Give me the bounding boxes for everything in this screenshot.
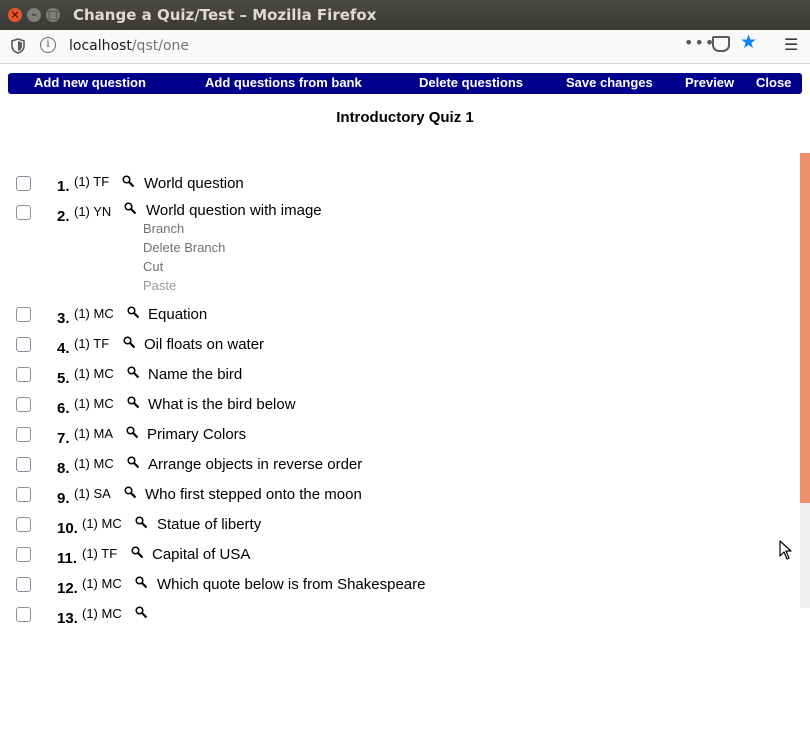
url-bar[interactable]	[6, 33, 766, 59]
question-number: 12.	[57, 580, 78, 597]
question-number: 1.	[57, 178, 70, 195]
question-title-link[interactable]: What is the bird below	[148, 396, 296, 413]
question-type: (1) MC	[74, 456, 114, 471]
paste-menu-item[interactable]: Paste	[143, 278, 177, 293]
question-title-link[interactable]: World question	[144, 175, 244, 192]
branch-menu-item[interactable]: Branch	[143, 221, 185, 236]
window-close-button[interactable]	[8, 8, 22, 22]
window-titlebar	[0, 0, 810, 30]
window-title: Change a Quiz/Test – Mozilla Firefox	[73, 6, 377, 24]
question-number: 2.	[57, 208, 70, 225]
bookmark-star-icon[interactable]: ★	[740, 31, 758, 53]
question-type: (1) YN	[74, 204, 112, 219]
add-new-question-button[interactable]: Add new question	[34, 75, 146, 90]
question-number: 13.	[57, 610, 78, 627]
close-icon: ×	[10, 8, 20, 21]
quiz-title: Introductory Quiz 1	[336, 109, 474, 126]
page-actions-icon[interactable]: •••	[684, 33, 716, 52]
question-type: (1) MA	[74, 426, 113, 441]
magnifier-icon[interactable]	[127, 366, 139, 378]
question-type: (1) MC	[74, 396, 114, 411]
magnifier-icon[interactable]	[135, 516, 147, 528]
add-questions-from-bank-button[interactable]: Add questions from bank	[205, 75, 362, 90]
mouse-cursor-icon	[779, 540, 793, 560]
scrollbar-thumb[interactable]	[800, 153, 810, 503]
question-checkbox[interactable]	[16, 205, 31, 220]
question-type: (1) MC	[82, 606, 122, 621]
question-list	[0, 150, 800, 627]
question-number: 9.	[57, 490, 70, 507]
delete-questions-button[interactable]: Delete questions	[419, 75, 524, 90]
question-type: (1) MC	[74, 306, 114, 321]
question-title-link[interactable]: Name the bird	[148, 366, 243, 383]
maximize-icon: □	[47, 8, 59, 21]
question-number: 10.	[57, 520, 78, 537]
question-title-link[interactable]: Arrange objects in reverse order	[148, 456, 363, 473]
question-number: 8.	[57, 460, 70, 477]
question-title-link[interactable]: Which quote below is from Shakespeare	[157, 576, 426, 593]
question-checkbox[interactable]	[16, 457, 31, 472]
question-type: (1) TF	[82, 546, 118, 561]
shield-icon[interactable]	[11, 38, 25, 54]
question-number: 4.	[57, 340, 70, 357]
question-title-link[interactable]: Capital of USA	[152, 546, 251, 563]
cut-menu-item[interactable]: Cut	[143, 259, 164, 274]
quiz-toolbar	[8, 73, 802, 94]
magnifier-icon[interactable]	[135, 576, 147, 588]
question-checkbox[interactable]	[16, 367, 31, 382]
magnifier-icon[interactable]	[126, 426, 138, 438]
question-number: 7.	[57, 430, 70, 447]
magnifier-icon[interactable]	[122, 175, 134, 187]
question-type: (1) TF	[74, 174, 110, 189]
url-host: localhost	[69, 38, 132, 54]
window-maximize-button[interactable]	[46, 8, 60, 22]
url-path: /qst/one	[131, 38, 189, 54]
magnifier-icon[interactable]	[127, 396, 139, 408]
minimize-icon: –	[31, 8, 37, 21]
info-icon[interactable]: i	[40, 37, 56, 53]
question-checkbox[interactable]	[16, 487, 31, 502]
magnifier-icon[interactable]	[127, 306, 139, 318]
question-title-link[interactable]: Who first stepped onto the moon	[145, 486, 362, 503]
window-minimize-button[interactable]	[27, 8, 41, 22]
magnifier-icon[interactable]	[124, 202, 136, 214]
question-title-link[interactable]: World question with image	[146, 202, 322, 219]
question-checkbox[interactable]	[16, 337, 31, 352]
magnifier-icon[interactable]	[123, 336, 135, 348]
question-checkbox[interactable]	[16, 427, 31, 442]
magnifier-icon[interactable]	[127, 456, 139, 468]
delete-branch-menu-item[interactable]: Delete Branch	[143, 240, 226, 255]
magnifier-icon[interactable]	[131, 546, 143, 558]
question-type: (1) TF	[74, 336, 110, 351]
question-type: (1) MC	[74, 366, 114, 381]
question-number: 3.	[57, 310, 70, 327]
pocket-icon[interactable]	[712, 36, 730, 52]
magnifier-icon[interactable]	[124, 486, 136, 498]
close-button[interactable]: Close	[756, 75, 792, 90]
browser-navbar	[0, 30, 810, 64]
question-checkbox[interactable]	[16, 547, 31, 562]
hamburger-menu-icon[interactable]: ☰	[784, 35, 799, 54]
question-number: 5.	[57, 370, 70, 387]
question-checkbox[interactable]	[16, 176, 31, 191]
question-title-link[interactable]: Primary Colors	[147, 426, 247, 443]
magnifier-icon[interactable]	[135, 606, 147, 618]
question-checkbox[interactable]	[16, 307, 31, 322]
url-text[interactable]	[69, 38, 189, 54]
question-type: (1) MC	[82, 576, 122, 591]
question-checkbox[interactable]	[16, 577, 31, 592]
question-checkbox[interactable]	[16, 517, 31, 532]
question-title-link[interactable]: Oil floats on water	[144, 336, 265, 353]
question-title-link[interactable]: Equation	[148, 306, 208, 323]
question-type: (1) SA	[74, 486, 111, 501]
question-title-link[interactable]: Statue of liberty	[157, 516, 262, 533]
question-number: 6.	[57, 400, 70, 417]
question-checkbox[interactable]	[16, 607, 31, 622]
question-number: 11.	[57, 550, 78, 567]
save-changes-button[interactable]: Save changes	[566, 75, 653, 90]
question-checkbox[interactable]	[16, 397, 31, 412]
preview-button[interactable]: Preview	[685, 75, 735, 90]
question-type: (1) MC	[82, 516, 122, 531]
